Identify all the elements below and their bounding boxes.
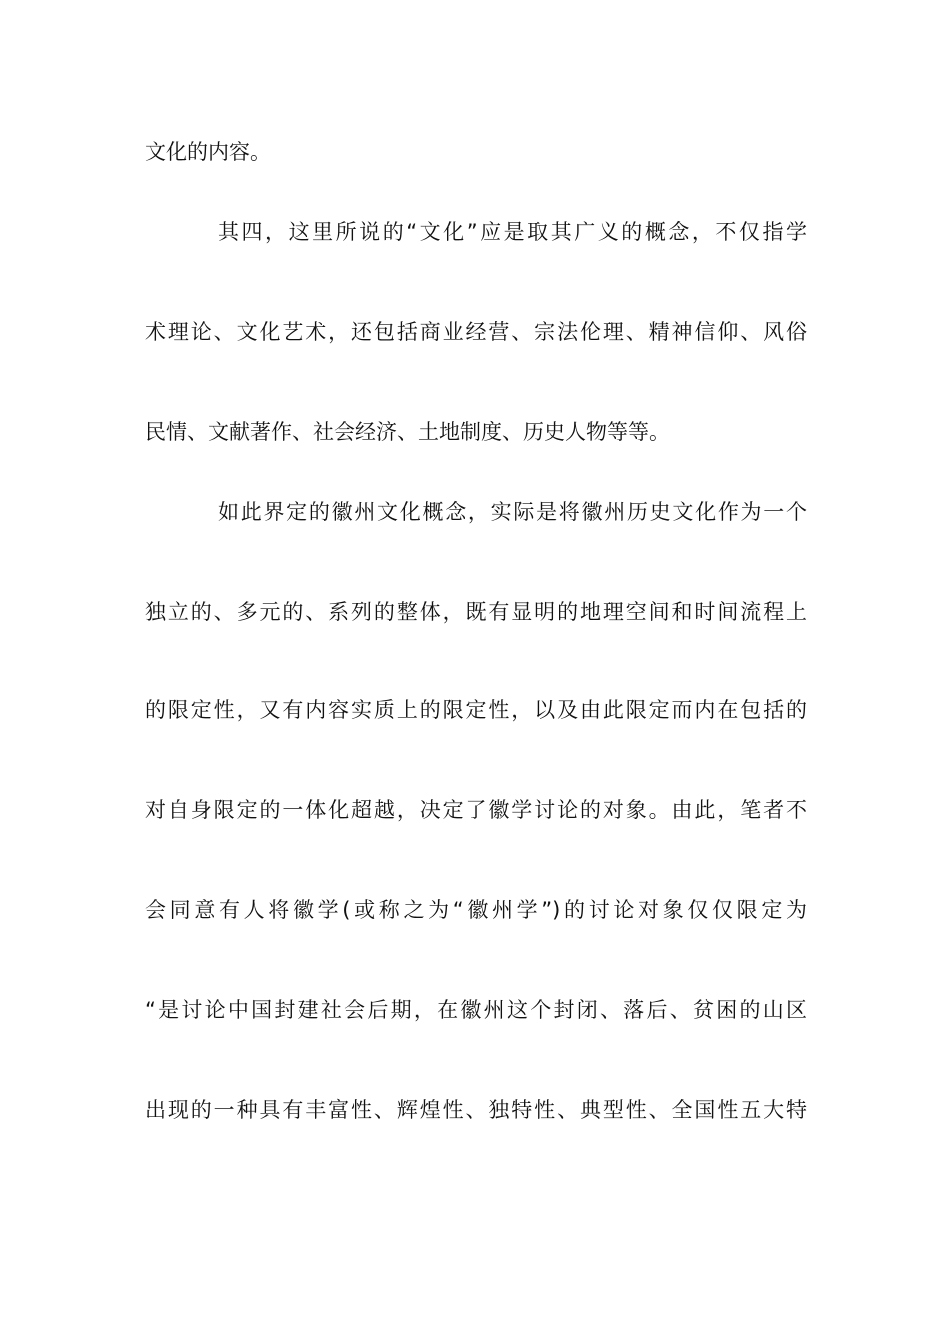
text-line: 出现的一种具有丰富性、辉煌性、独特性、典型性、全国性五大特: [145, 1098, 807, 1122]
text-line: 会同意有人将徽学(或称之为“徽州学”)的讨论对象仅仅限定为: [145, 898, 807, 922]
text-line: 对自身限定的一体化超越，决定了徽学讨论的对象。由此，笔者不: [145, 798, 807, 822]
text-line: 民情、文献著作、社会经济、土地制度、历史人物等等。: [145, 420, 670, 444]
text-line: “是讨论中国封建社会后期，在徽州这个封闭、落后、贫困的山区: [145, 998, 807, 1022]
text-line: 其四，这里所说的“文化”应是取其广义的概念，不仅指学: [218, 220, 807, 244]
text-line: 的限定性，又有内容实质上的限定性，以及由此限定而内在包括的: [145, 698, 807, 722]
text-line: 独立的、多元的、系列的整体，既有显明的地理空间和时间流程上: [145, 600, 807, 624]
text-line: 术理论、文化艺术，还包括商业经营、宗法伦理、精神信仰、风俗: [145, 320, 807, 344]
text-line: 如此界定的徽州文化概念，实际是将徽州历史文化作为一个: [218, 500, 807, 524]
text-line: 文化的内容。: [145, 140, 271, 164]
